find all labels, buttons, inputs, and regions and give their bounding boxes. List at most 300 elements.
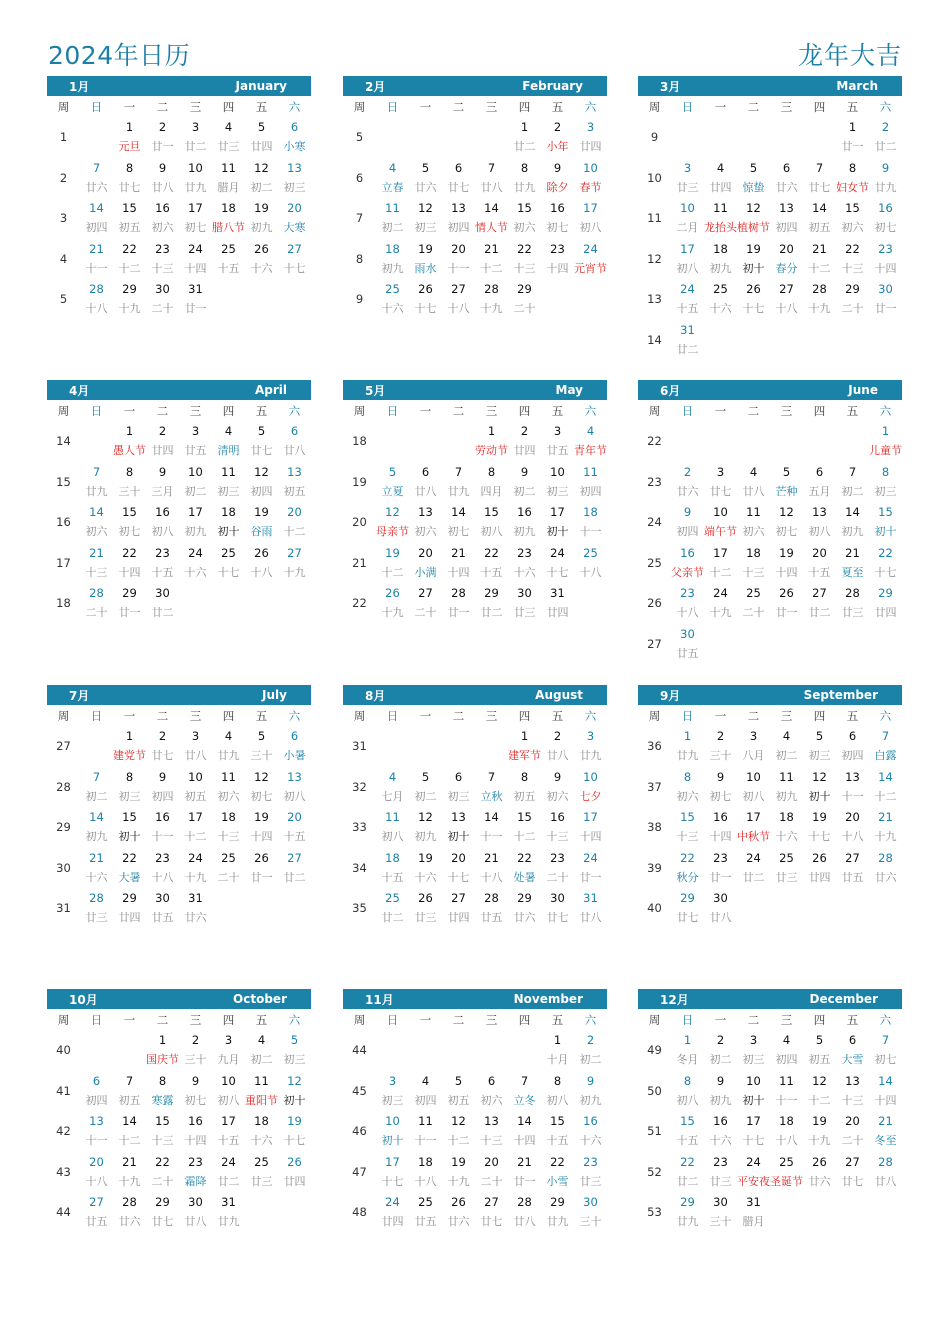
day-number: 16 bbox=[550, 810, 565, 824]
week-number: 34 bbox=[352, 860, 367, 875]
day-cell bbox=[704, 543, 737, 584]
week-number: 3 bbox=[59, 211, 68, 226]
weekday-header-row bbox=[343, 1009, 607, 1030]
day-number: 20 bbox=[418, 545, 433, 560]
month-name-en: May bbox=[555, 383, 583, 397]
lunar-date: 二十 bbox=[151, 1174, 174, 1188]
day-number: 14 bbox=[89, 810, 104, 824]
day-number: 10 bbox=[188, 160, 203, 175]
lunar-date: 初十 bbox=[447, 830, 470, 843]
weekday-label: 四 bbox=[518, 708, 531, 723]
day-cell bbox=[442, 198, 475, 239]
day-cell bbox=[278, 1111, 311, 1152]
week-number: 23 bbox=[647, 474, 662, 489]
day-cell bbox=[212, 502, 245, 543]
day-cell bbox=[376, 1152, 409, 1193]
festival-label: 重阳节 bbox=[245, 1093, 278, 1107]
day-number: 24 bbox=[713, 586, 728, 600]
day-cell bbox=[409, 1030, 442, 1071]
lunar-date: 十四 bbox=[709, 830, 732, 843]
day-cell bbox=[574, 767, 607, 808]
lunar-date: 十六 bbox=[709, 1134, 732, 1147]
day-number: 23 bbox=[713, 850, 728, 865]
day-number: 17 bbox=[583, 810, 598, 824]
day-cell bbox=[770, 502, 803, 543]
week-row bbox=[638, 1030, 902, 1071]
weekday-label: 四 bbox=[222, 403, 235, 418]
lunar-date: 二十 bbox=[414, 606, 437, 619]
day-cell bbox=[737, 320, 770, 361]
day-cell bbox=[376, 502, 409, 543]
day-cell bbox=[475, 1030, 508, 1071]
day-number: 5 bbox=[257, 729, 266, 743]
day-number: 12 bbox=[812, 769, 827, 784]
day-number: 22 bbox=[680, 850, 695, 865]
day-cell bbox=[770, 198, 803, 239]
lunar-date: 廿三 bbox=[841, 606, 864, 619]
week-number: 49 bbox=[647, 1043, 662, 1058]
lunar-date: 十二 bbox=[447, 1134, 470, 1147]
lunar-date: 廿八 bbox=[579, 911, 602, 924]
day-number: 6 bbox=[815, 464, 824, 479]
day-cell bbox=[541, 1071, 574, 1112]
month-name-en: April bbox=[254, 383, 287, 397]
day-number: 22 bbox=[122, 545, 137, 560]
day-cell bbox=[508, 888, 541, 929]
day-number: 5 bbox=[782, 464, 791, 479]
lunar-date: 二十 bbox=[480, 1174, 503, 1188]
day-number: 24 bbox=[680, 282, 695, 296]
lunar-date: 十五 bbox=[381, 870, 404, 884]
week-row bbox=[47, 1030, 311, 1071]
day-cell bbox=[508, 158, 541, 199]
day-number: 10 bbox=[746, 1073, 761, 1088]
day-cell bbox=[704, 421, 737, 462]
lunar-date: 廿九 bbox=[546, 1215, 569, 1228]
day-number: 7 bbox=[92, 769, 101, 784]
day-cell bbox=[179, 543, 212, 584]
day-cell bbox=[80, 1030, 113, 1071]
day-cell bbox=[803, 421, 836, 462]
lunar-date: 廿一 bbox=[874, 302, 897, 315]
month-name-cn: 3月 bbox=[660, 79, 681, 94]
day-cell bbox=[245, 239, 278, 280]
lunar-date: 十九 bbox=[184, 870, 207, 884]
lunar-date: 三十 bbox=[118, 484, 141, 498]
lunar-date: 初八 bbox=[546, 1093, 569, 1107]
lunar-date: 廿六 bbox=[775, 180, 798, 194]
day-number: 21 bbox=[89, 850, 104, 865]
lunar-date: 廿三 bbox=[676, 180, 699, 194]
day-cell bbox=[836, 1030, 869, 1071]
lunar-date: 十七 bbox=[283, 261, 306, 275]
day-cell bbox=[574, 117, 607, 158]
day-number: 13 bbox=[287, 160, 302, 175]
day-cell bbox=[113, 462, 146, 503]
day-number: 30 bbox=[713, 891, 728, 905]
festival-label: 小年 bbox=[546, 140, 569, 153]
solar-term-label: 霜降 bbox=[184, 1174, 207, 1188]
weekday-label: 三 bbox=[189, 99, 202, 114]
solar-term-label: 立春 bbox=[381, 180, 404, 194]
day-number: 11 bbox=[385, 201, 400, 215]
lunar-date: 廿九 bbox=[85, 484, 108, 498]
week-number: 21 bbox=[352, 555, 367, 570]
day-number: 1 bbox=[520, 729, 529, 743]
day-number: 29 bbox=[155, 1195, 170, 1209]
day-number: 25 bbox=[779, 850, 794, 865]
day-cell bbox=[671, 117, 704, 158]
day-cell bbox=[574, 239, 607, 280]
month-name-en: December bbox=[809, 992, 878, 1006]
day-cell bbox=[704, 767, 737, 808]
week-row bbox=[638, 1071, 902, 1112]
day-cell bbox=[442, 848, 475, 889]
lunar-date: 七月 bbox=[381, 789, 404, 803]
day-number: 26 bbox=[812, 850, 827, 865]
lunar-date: 十六 bbox=[85, 870, 108, 884]
day-cell bbox=[409, 583, 442, 624]
day-cell bbox=[212, 888, 245, 929]
week-number: 39 bbox=[647, 860, 662, 875]
day-cell bbox=[442, 158, 475, 199]
day-cell bbox=[475, 848, 508, 889]
day-number: 17 bbox=[188, 505, 203, 519]
day-number: 19 bbox=[254, 505, 269, 519]
day-number: 24 bbox=[188, 241, 203, 256]
festival-label: 龙抬头 bbox=[704, 221, 737, 234]
day-number: 8 bbox=[553, 1073, 562, 1088]
day-cell bbox=[146, 421, 179, 462]
weekday-label: 三 bbox=[485, 403, 498, 418]
lunar-date: 十四 bbox=[184, 261, 207, 275]
day-number: 20 bbox=[779, 241, 794, 256]
day-number: 8 bbox=[487, 464, 496, 479]
weekday-label: 三 bbox=[189, 403, 202, 418]
festival-label: 劳动节 bbox=[475, 444, 508, 457]
day-number: 15 bbox=[680, 810, 695, 824]
lunar-date: 初七 bbox=[184, 1093, 207, 1107]
lunar-date: 十五 bbox=[808, 565, 831, 579]
day-cell bbox=[836, 1152, 869, 1193]
day-cell bbox=[869, 888, 902, 929]
day-cell bbox=[737, 1071, 770, 1112]
week-row bbox=[47, 502, 311, 543]
weekday-label: 三 bbox=[189, 1012, 202, 1027]
lunar-date: 初三 bbox=[283, 1053, 306, 1066]
day-number: 27 bbox=[287, 850, 302, 865]
day-cell bbox=[836, 583, 869, 624]
day-number: 1 bbox=[158, 1033, 167, 1047]
day-number: 14 bbox=[89, 505, 104, 519]
lunar-date: 十一 bbox=[841, 789, 864, 803]
weekday-header-row bbox=[47, 400, 311, 421]
day-cell bbox=[869, 320, 902, 361]
day-cell bbox=[278, 239, 311, 280]
day-cell bbox=[376, 1111, 409, 1152]
week-number: 16 bbox=[56, 515, 71, 530]
day-cell bbox=[113, 158, 146, 199]
day-cell bbox=[245, 421, 278, 462]
lunar-date: 初七 bbox=[709, 789, 732, 803]
lunar-date: 初三 bbox=[381, 1093, 404, 1107]
lunar-date: 十七 bbox=[217, 565, 240, 579]
weekday-label: 日 bbox=[681, 1012, 694, 1027]
week-row bbox=[343, 239, 607, 280]
day-cell bbox=[803, 279, 836, 320]
day-number: 23 bbox=[550, 850, 565, 865]
lunar-date: 初六 bbox=[676, 789, 699, 803]
lunar-date: 廿八 bbox=[874, 1174, 897, 1188]
lunar-date: 廿二 bbox=[874, 140, 897, 153]
day-cell bbox=[278, 726, 311, 767]
weekday-label: 日 bbox=[681, 403, 694, 418]
lunar-date: 初九 bbox=[85, 830, 108, 843]
lunar-date: 十七 bbox=[742, 302, 765, 315]
day-number: 18 bbox=[583, 505, 598, 519]
day-cell bbox=[770, 624, 803, 665]
festival-label: 除夕 bbox=[546, 180, 569, 194]
day-cell bbox=[836, 279, 869, 320]
day-cell bbox=[212, 117, 245, 158]
day-cell bbox=[475, 543, 508, 584]
day-cell bbox=[671, 1152, 704, 1193]
day-number: 23 bbox=[155, 545, 170, 560]
weekday-label: 三 bbox=[485, 1012, 498, 1027]
day-number: 28 bbox=[845, 586, 860, 600]
day-cell bbox=[737, 117, 770, 158]
day-cell bbox=[704, 198, 737, 239]
day-number: 15 bbox=[122, 810, 137, 824]
lunar-date: 廿四 bbox=[546, 606, 569, 619]
week-number: 5 bbox=[355, 130, 364, 145]
weekday-label: 四 bbox=[813, 1012, 826, 1027]
lunar-date: 廿二 bbox=[151, 606, 174, 619]
day-number: 16 bbox=[517, 505, 532, 519]
day-cell bbox=[442, 239, 475, 280]
lunar-date: 廿六 bbox=[118, 1215, 141, 1228]
day-cell bbox=[803, 198, 836, 239]
day-cell bbox=[475, 807, 508, 848]
day-number: 19 bbox=[418, 241, 433, 256]
day-number: 12 bbox=[287, 1073, 302, 1088]
day-number: 29 bbox=[122, 586, 137, 600]
lunar-date: 十七 bbox=[546, 565, 569, 579]
lunar-date: 廿四 bbox=[808, 870, 831, 884]
lunar-date: 廿五 bbox=[546, 444, 569, 457]
lunar-date: 廿二 bbox=[676, 342, 699, 356]
day-number: 11 bbox=[779, 769, 794, 784]
day-cell bbox=[869, 158, 902, 199]
weekday-label: 六 bbox=[584, 99, 597, 114]
day-number: 16 bbox=[550, 201, 565, 215]
lunar-date: 廿五 bbox=[841, 870, 864, 884]
week-row bbox=[47, 583, 311, 624]
lunar-date: 廿二 bbox=[184, 140, 207, 153]
day-number: 19 bbox=[254, 810, 269, 824]
day-number: 8 bbox=[520, 769, 529, 784]
day-cell bbox=[737, 1111, 770, 1152]
day-number: 20 bbox=[845, 1114, 860, 1128]
day-cell bbox=[770, 1071, 803, 1112]
day-number: 21 bbox=[89, 545, 104, 560]
weekday-label: 一 bbox=[419, 99, 432, 114]
lunar-date: 廿七 bbox=[447, 180, 470, 194]
lunar-date: 十八 bbox=[447, 302, 470, 315]
day-cell bbox=[179, 158, 212, 199]
weekday-label: 六 bbox=[879, 708, 892, 723]
day-number: 22 bbox=[155, 1154, 170, 1169]
lunar-date: 十二 bbox=[808, 1093, 831, 1107]
lunar-date: 廿二 bbox=[381, 911, 404, 924]
day-number: 4 bbox=[257, 1033, 266, 1047]
month-header bbox=[638, 76, 902, 96]
lunar-date: 廿一 bbox=[151, 140, 174, 153]
week-number: 15 bbox=[56, 474, 71, 489]
day-cell bbox=[146, 1152, 179, 1193]
day-cell bbox=[508, 1071, 541, 1112]
day-cell bbox=[508, 848, 541, 889]
day-number: 24 bbox=[221, 1154, 236, 1169]
weekday-label: 五 bbox=[255, 99, 268, 114]
day-number: 12 bbox=[418, 201, 433, 215]
day-number: 10 bbox=[385, 1114, 400, 1128]
week-number: 35 bbox=[352, 901, 367, 916]
festival-label: 腊八节 bbox=[212, 221, 245, 234]
week-row bbox=[638, 624, 902, 665]
lunar-date: 廿六 bbox=[808, 1174, 831, 1188]
day-number: 23 bbox=[550, 241, 565, 256]
day-number: 1 bbox=[125, 424, 134, 438]
day-number: 13 bbox=[287, 464, 302, 479]
day-number: 1 bbox=[848, 120, 857, 134]
lunar-date: 初六 bbox=[841, 221, 864, 234]
weekday-label: 一 bbox=[419, 708, 432, 723]
weekday-label: 日 bbox=[386, 708, 399, 723]
lunar-date: 十四 bbox=[184, 1134, 207, 1147]
week-number: 40 bbox=[647, 901, 662, 916]
day-cell bbox=[278, 421, 311, 462]
month-name-cn: 7月 bbox=[69, 688, 90, 703]
day-cell bbox=[803, 158, 836, 199]
lunar-date: 十五 bbox=[480, 565, 503, 579]
day-cell bbox=[770, 320, 803, 361]
day-cell bbox=[770, 117, 803, 158]
day-number: 10 bbox=[746, 769, 761, 784]
week-number: 33 bbox=[352, 820, 367, 835]
day-number: 2 bbox=[881, 120, 890, 134]
day-number: 10 bbox=[188, 769, 203, 784]
lunar-date: 十六 bbox=[250, 1134, 273, 1147]
day-number: 1 bbox=[683, 1033, 692, 1047]
day-number: 22 bbox=[680, 1154, 695, 1169]
day-cell bbox=[475, 1071, 508, 1112]
day-number: 13 bbox=[812, 505, 827, 519]
day-cell bbox=[475, 1192, 508, 1233]
day-cell bbox=[179, 848, 212, 889]
day-cell bbox=[770, 421, 803, 462]
day-cell bbox=[541, 1030, 574, 1071]
day-cell bbox=[770, 279, 803, 320]
weekday-label: 四 bbox=[222, 1012, 235, 1027]
lunar-date: 廿八 bbox=[546, 749, 569, 762]
lunar-date: 初七 bbox=[118, 525, 141, 538]
lunar-date: 十六 bbox=[775, 830, 798, 843]
lunar-date: 廿三 bbox=[579, 1174, 602, 1188]
solar-term-label: 小雪 bbox=[546, 1174, 569, 1188]
day-cell bbox=[770, 767, 803, 808]
week-number: 10 bbox=[647, 170, 662, 185]
weekday-label: 五 bbox=[846, 99, 859, 114]
lunar-date: 初七 bbox=[546, 221, 569, 234]
lunar-date: 初五 bbox=[118, 1093, 141, 1107]
lunar-date: 廿五 bbox=[676, 646, 699, 660]
lunar-date: 初九 bbox=[513, 525, 536, 538]
lunar-date: 廿八 bbox=[184, 749, 207, 762]
day-cell bbox=[278, 117, 311, 158]
day-number: 24 bbox=[385, 1195, 400, 1209]
day-number: 15 bbox=[550, 1114, 565, 1128]
week-row bbox=[638, 583, 902, 624]
day-cell bbox=[146, 158, 179, 199]
day-number: 22 bbox=[517, 850, 532, 865]
week-row bbox=[638, 543, 902, 584]
lunar-date: 十八 bbox=[480, 870, 503, 884]
day-number: 3 bbox=[191, 120, 200, 134]
day-cell bbox=[245, 1111, 278, 1152]
week-number: 22 bbox=[647, 434, 662, 449]
day-cell bbox=[737, 807, 770, 848]
day-cell bbox=[508, 583, 541, 624]
day-number: 16 bbox=[713, 1114, 728, 1128]
week-number: 2 bbox=[59, 170, 68, 185]
day-cell bbox=[80, 198, 113, 239]
day-number: 6 bbox=[290, 424, 299, 438]
day-number: 19 bbox=[418, 850, 433, 865]
day-number: 20 bbox=[287, 505, 302, 519]
lunar-date: 十八 bbox=[775, 302, 798, 315]
day-cell bbox=[212, 543, 245, 584]
day-number: 18 bbox=[713, 241, 728, 256]
day-number: 29 bbox=[845, 282, 860, 296]
day-number: 30 bbox=[713, 1195, 728, 1209]
day-cell bbox=[803, 767, 836, 808]
lunar-date: 初五 bbox=[808, 221, 831, 234]
day-cell bbox=[671, 1111, 704, 1152]
day-cell bbox=[245, 1030, 278, 1071]
week-row bbox=[47, 462, 311, 503]
lunar-date: 十九 bbox=[447, 1174, 470, 1188]
day-cell bbox=[409, 1111, 442, 1152]
day-number: 28 bbox=[812, 282, 827, 296]
week-number: 30 bbox=[56, 860, 71, 875]
day-number: 7 bbox=[881, 729, 890, 743]
week-row bbox=[47, 543, 311, 584]
day-number: 25 bbox=[746, 586, 761, 600]
day-number: 21 bbox=[122, 1154, 137, 1169]
lunar-date: 初八 bbox=[480, 525, 503, 538]
day-cell bbox=[212, 583, 245, 624]
day-cell bbox=[278, 1152, 311, 1193]
week-row bbox=[638, 320, 902, 361]
day-number: 22 bbox=[484, 545, 499, 560]
day-cell bbox=[179, 1030, 212, 1071]
day-cell bbox=[770, 583, 803, 624]
lunar-date: 初二 bbox=[250, 1053, 273, 1066]
day-cell bbox=[541, 421, 574, 462]
lunar-date: 廿四 bbox=[579, 140, 602, 153]
day-number: 28 bbox=[878, 1154, 893, 1169]
